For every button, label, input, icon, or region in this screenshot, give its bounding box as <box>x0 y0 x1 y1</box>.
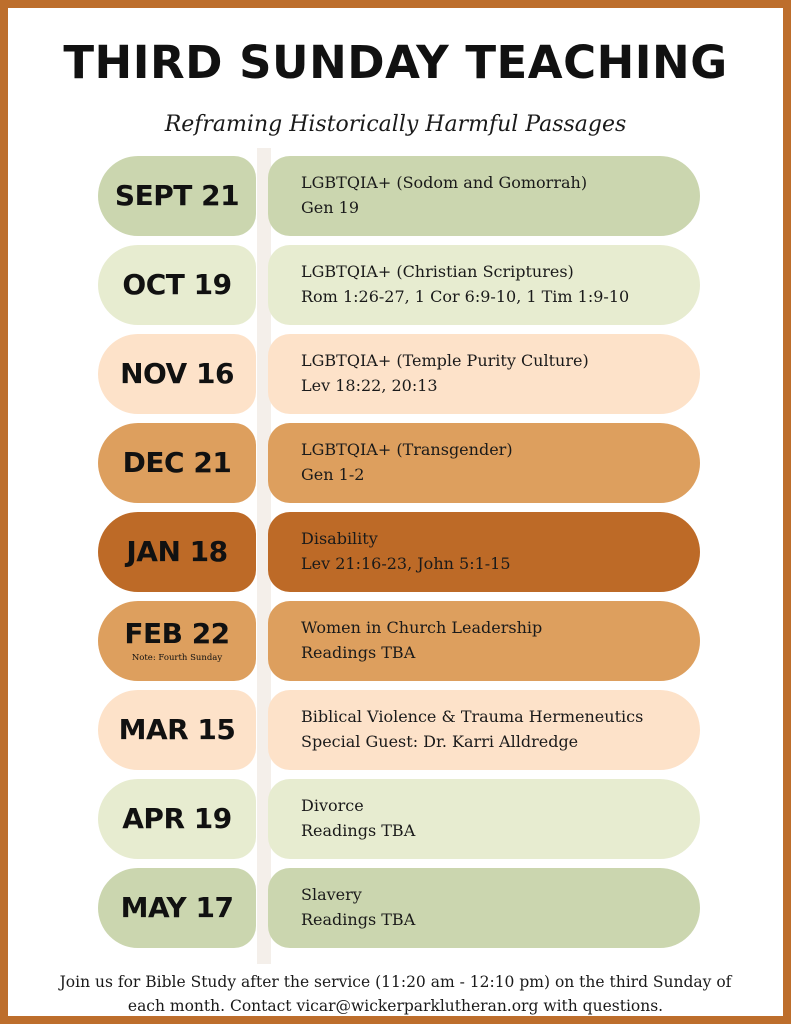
topic-pill <box>268 423 700 503</box>
session-readings: Special Guest: Dr. Karri Alldredge <box>301 732 579 751</box>
session-readings: Rom 1:26-27, 1 Cor 6:9-10, 1 Tim 1:9-10 <box>301 287 630 306</box>
date-pill <box>98 156 256 236</box>
date-note: Note: Fourth Sunday <box>131 652 223 663</box>
session-date: DEC 21 <box>122 446 232 479</box>
footer-line-2: each month. Contact vicar@wickerparklutheran.org with questions. <box>127 997 664 1015</box>
session-readings: Gen 19 <box>301 198 359 217</box>
schedule-row-apr <box>98 779 710 859</box>
session-readings: Readings TBA <box>301 643 416 662</box>
date-pill <box>98 245 256 325</box>
topic-pill <box>268 601 700 681</box>
session-date: JAN 18 <box>126 535 228 568</box>
page-title: THIRD SUNDAY TEACHING <box>63 36 728 89</box>
footer-text <box>28 970 763 1018</box>
schedule-row-mar <box>98 690 710 770</box>
session-topic: LGBTQIA+ (Transgender) <box>301 440 513 459</box>
session-topic: Slavery <box>301 885 362 904</box>
session-date: SEPT 21 <box>114 179 240 212</box>
topic-pill <box>268 334 700 414</box>
topic-pill <box>268 245 700 325</box>
date-pill <box>98 779 256 859</box>
schedule-row-oct <box>98 245 710 325</box>
topic-pill <box>268 779 700 859</box>
session-topic: Disability <box>301 529 378 548</box>
footer-line-1: Join us for Bible Study after the service (11:20 am - 12:10 pm) on the third Sunday of <box>59 973 732 991</box>
session-date: MAR 15 <box>118 713 236 746</box>
schedule-row-may <box>98 868 710 948</box>
topic-pill <box>268 156 700 236</box>
page-subtitle: Reframing Historically Harmful Passages <box>164 112 627 137</box>
session-date: MAY 17 <box>120 891 234 924</box>
session-readings: Lev 21:16-23, John 5:1-15 <box>301 554 511 573</box>
session-date: NOV 16 <box>120 357 234 390</box>
session-date: FEB 22 <box>124 616 230 650</box>
session-readings: Readings TBA <box>301 821 416 840</box>
session-date: OCT 19 <box>122 268 232 301</box>
date-pill <box>98 868 256 948</box>
schedule-row-sept <box>98 156 710 236</box>
topic-pill <box>268 690 700 770</box>
topic-pill <box>268 512 700 592</box>
session-topic: LGBTQIA+ (Temple Purity Culture) <box>301 351 589 370</box>
date-pill <box>98 690 256 770</box>
session-date: APR 19 <box>122 802 232 835</box>
date-pill <box>98 512 256 592</box>
session-topic: Biblical Violence & Trauma Hermeneutics <box>301 707 644 726</box>
schedule-row-dec <box>98 423 710 503</box>
schedule-row-jan <box>98 512 710 592</box>
date-pill <box>98 423 256 503</box>
session-topic: Women in Church Leadership <box>301 618 543 637</box>
date-pill <box>98 601 256 681</box>
topic-pill <box>268 868 700 948</box>
session-topic: LGBTQIA+ (Sodom and Gomorrah) <box>301 173 588 192</box>
session-readings: Lev 18:22, 20:13 <box>301 376 438 395</box>
session-topic: LGBTQIA+ (Christian Scriptures) <box>301 262 574 281</box>
schedule-row-nov <box>98 334 710 414</box>
session-readings: Gen 1-2 <box>301 465 365 484</box>
schedule-row-feb <box>98 601 710 681</box>
date-pill <box>98 334 256 414</box>
session-readings: Readings TBA <box>301 910 416 929</box>
session-topic: Divorce <box>301 796 364 815</box>
